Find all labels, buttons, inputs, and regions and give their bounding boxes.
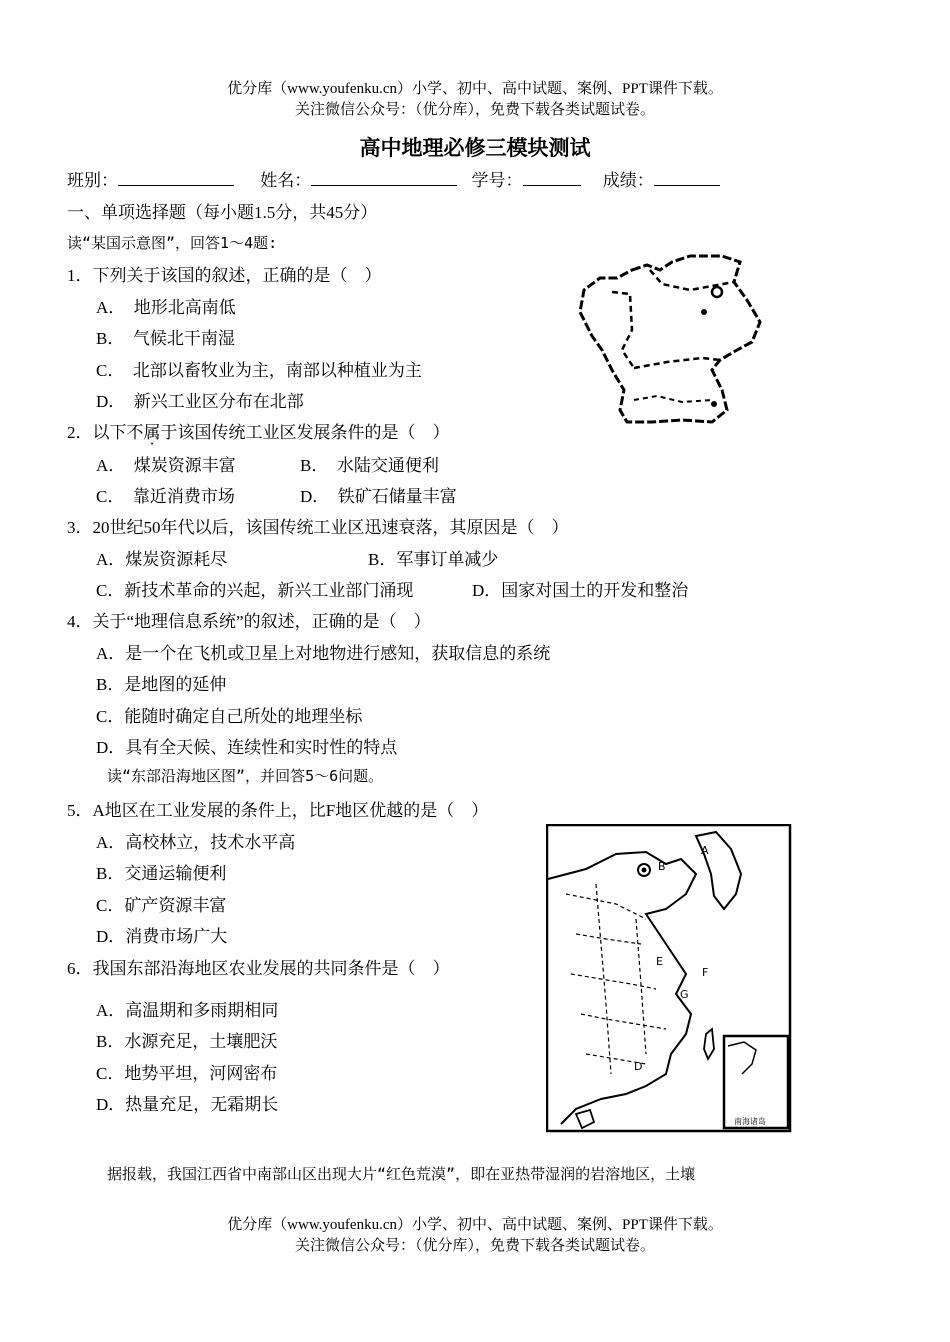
label-a: A xyxy=(701,844,709,857)
q4-option-b[interactable]: B．是地图的延伸 xyxy=(96,675,227,694)
q5-option-a[interactable]: A．高校林立，技术水平高 xyxy=(96,833,296,852)
q6-option-a[interactable]: A．高温期和多雨期相同 xyxy=(96,1001,279,1020)
q1-option-a[interactable]: A． 地形北高南低 xyxy=(96,298,236,317)
q2-option-b[interactable]: B． 水陆交通便利 xyxy=(300,456,439,475)
q4-stem: 4．关于“地理信息系统”的叙述，正确的是（ ） xyxy=(67,612,431,631)
name-field[interactable] xyxy=(311,169,457,186)
city-marker xyxy=(711,401,717,407)
city-marker xyxy=(701,309,707,315)
label-g: G xyxy=(680,988,689,1001)
q6-option-c[interactable]: C．地势平坦，河网密布 xyxy=(96,1064,278,1083)
city-marker xyxy=(642,868,647,873)
id-label: 学号： xyxy=(471,171,523,190)
header-line-1: 优分库（www.youfenku.cn）小学、初中、高中试题、案例、PPT课件下载。 xyxy=(227,81,723,97)
q1-stem: 1．下列关于该国的叙述，正确的是（ ） xyxy=(67,266,382,285)
q2-option-d[interactable]: D． 铁矿石储量丰富 xyxy=(300,487,457,506)
q5-stem: 5．A地区在工业发展的条件上，比F地区优越的是（ ） xyxy=(67,801,489,820)
footer-line-2: 关注微信公众号：（优分库），免费下载各类试题试卷。 xyxy=(294,1238,655,1254)
intro-1: 读“某国示意图”，回答1～4题: xyxy=(67,234,278,252)
region-line-1 xyxy=(612,292,634,368)
label-f: F xyxy=(702,966,709,979)
q3-option-c[interactable]: C．新技术革命的兴起，新兴工业部门涌现 xyxy=(96,581,414,600)
country-map xyxy=(572,250,767,435)
q4-option-d[interactable]: D．具有全天候、连续性和实时性的特点 xyxy=(96,738,398,757)
name-label: 姓名： xyxy=(260,171,312,190)
score-label: 成绩： xyxy=(602,171,654,190)
q6-option-b[interactable]: B．水源充足，土壤肥沃 xyxy=(96,1032,278,1051)
intro-2: 读“东部沿海地区图”，并回答5～6问题。 xyxy=(107,767,384,785)
section-heading: 一、单项选择题（每小题1.5分，共45分） xyxy=(67,203,378,222)
q4-option-c[interactable]: C．能随时确定自己所处的地理坐标 xyxy=(96,707,363,726)
q3-option-b[interactable]: B．军事订单减少 xyxy=(368,550,499,569)
q1-option-d[interactable]: D． 新兴工业区分布在北部 xyxy=(96,392,304,411)
q2-stem: 2．以下不属于该国传统工业区发展条件的是（ ） xyxy=(67,423,450,442)
q2-emphasis: 不属于 xyxy=(126,423,178,442)
region-line-3 xyxy=(650,270,734,290)
q3-option-a[interactable]: A．煤炭资源耗尽 xyxy=(96,550,228,569)
q6-option-d[interactable]: D．热量充足，无霜期长 xyxy=(96,1095,279,1114)
q2-option-a[interactable]: A． 煤炭资源丰富 xyxy=(96,456,236,475)
q5-option-c[interactable]: C．矿产资源丰富 xyxy=(96,896,227,915)
city-marker xyxy=(712,287,722,297)
label-b: B xyxy=(658,860,666,873)
info-row xyxy=(67,166,720,191)
inset-label: 南海诸岛 xyxy=(734,1117,766,1126)
q1-option-c[interactable]: C． 北部以畜牧业为主，南部以种植业为主 xyxy=(96,361,422,380)
q5-option-d[interactable]: D．消费市场广大 xyxy=(96,927,228,946)
q5-option-b[interactable]: B．交通运输便利 xyxy=(96,864,227,883)
id-field[interactable] xyxy=(523,169,581,186)
q3-option-d[interactable]: D．国家对国土的开发和整治 xyxy=(472,581,689,600)
q3-stem: 3．20世纪50年代以后，该国传统工业区迅速衰落，其原因是（ ） xyxy=(67,518,569,537)
region-line-4 xyxy=(634,396,712,402)
east-coast-map xyxy=(546,824,792,1134)
label-e: E xyxy=(656,955,663,968)
q2-option-c[interactable]: C． 靠近消费市场 xyxy=(96,487,235,506)
page-title: 高中地理必修三模块测试 xyxy=(359,136,591,160)
score-field[interactable] xyxy=(654,169,720,186)
q4-option-a[interactable]: A．是一个在飞机或卫星上对地物进行感知，获取信息的系统 xyxy=(96,644,551,663)
q6-stem: 6．我国东部沿海地区农业发展的共同条件是（ ） xyxy=(67,959,450,978)
q1-option-b[interactable]: B． 气候北干南湿 xyxy=(96,329,235,348)
label-d: D xyxy=(634,1060,643,1073)
header-line-2: 关注微信公众号：（优分库），免费下载各类试题试卷。 xyxy=(294,102,655,118)
passage-text: 据报载，我国江西省中南部山区出现大片“红色荒漠”，即在亚热带湿润的岩溶地区，土壤 xyxy=(107,1165,696,1183)
region-line-2 xyxy=(634,358,720,368)
footer-line-1: 优分库（www.youfenku.cn）小学、初中、高中试题、案例、PPT课件下载。 xyxy=(227,1217,723,1233)
country-outline xyxy=(580,256,760,422)
class-field[interactable] xyxy=(118,169,234,186)
class-label: 班别： xyxy=(67,171,118,190)
